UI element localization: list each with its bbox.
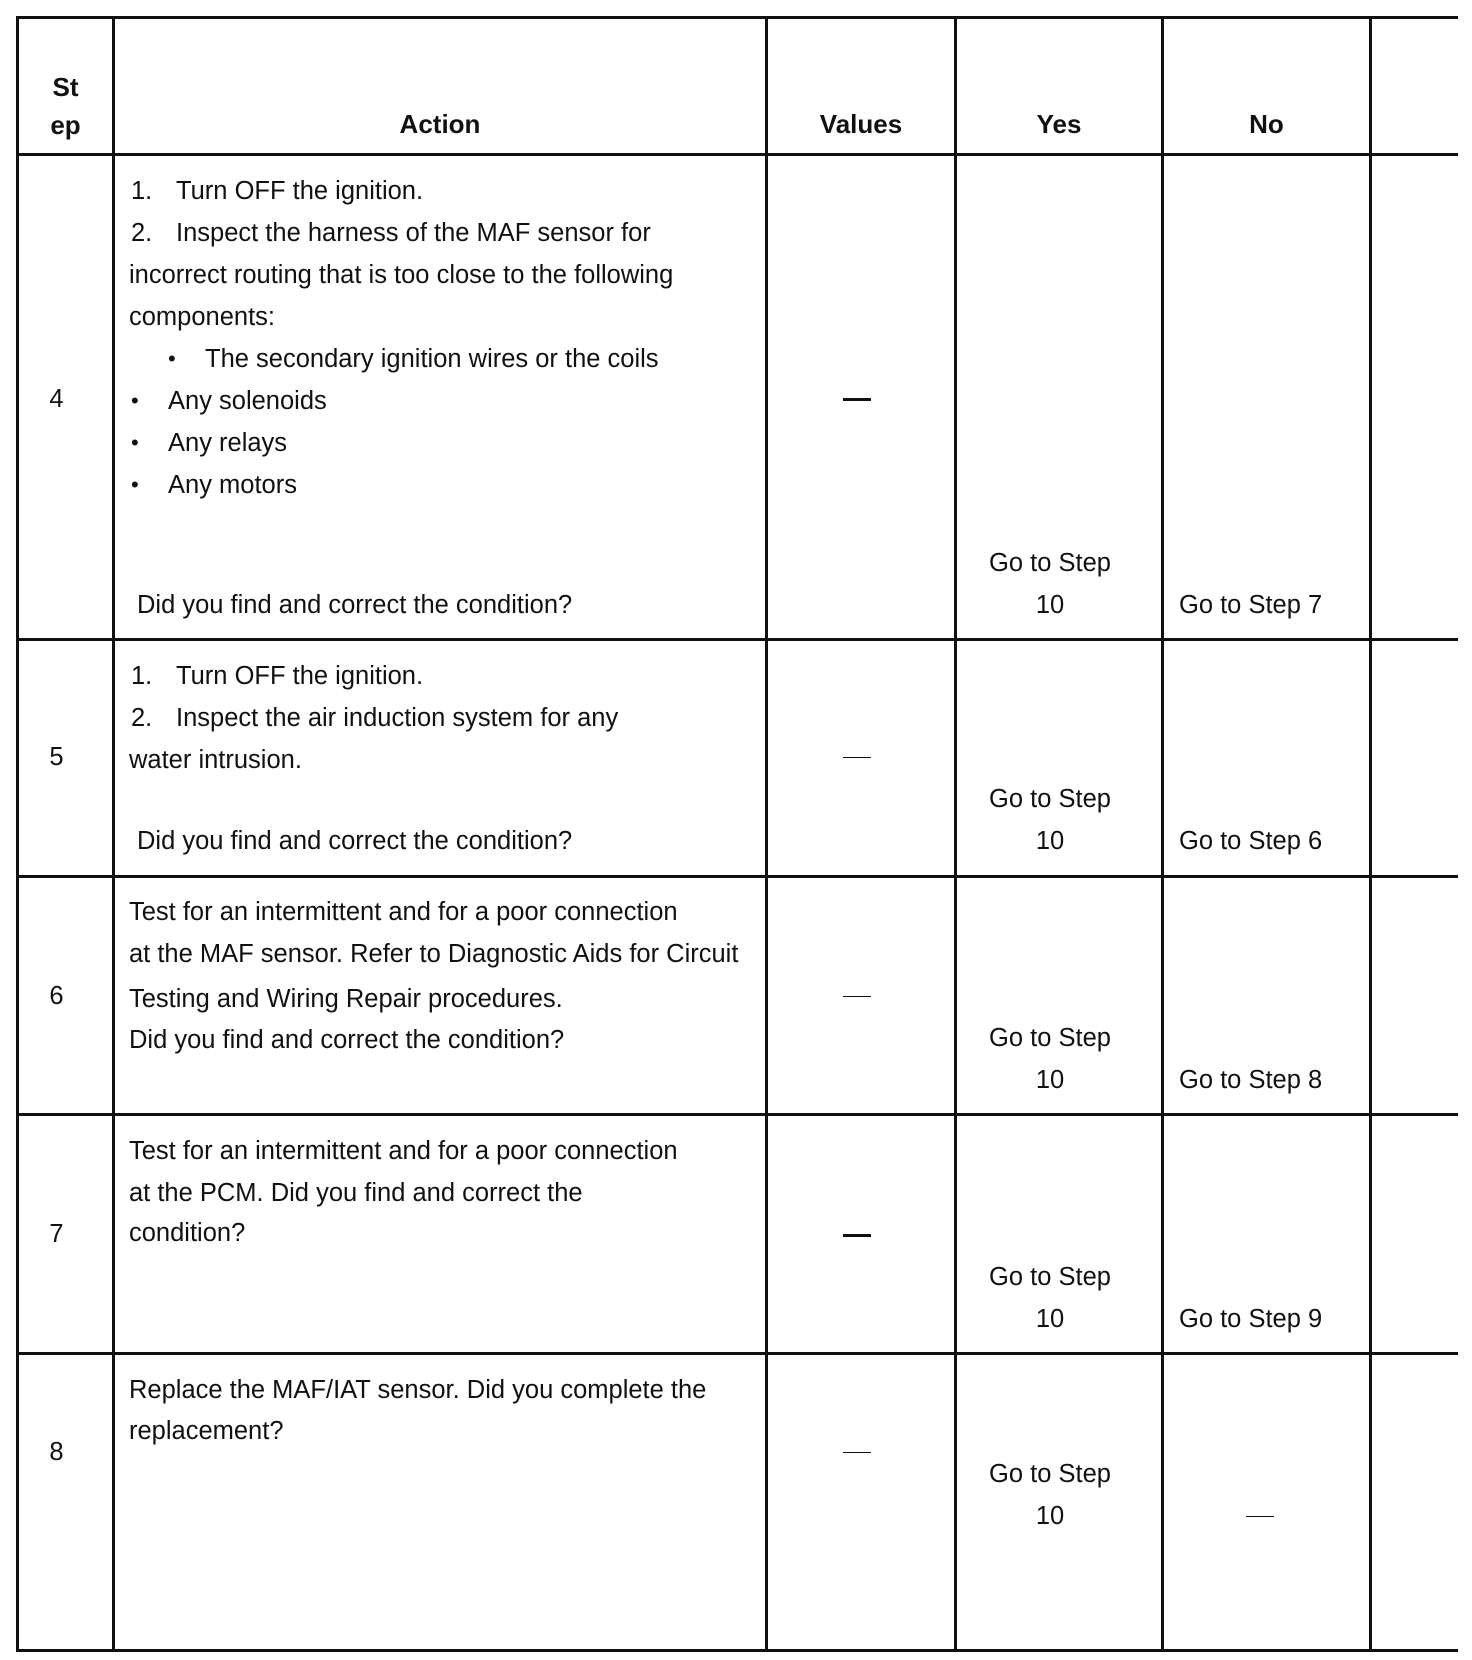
- header-step-line2: ep: [50, 110, 81, 140]
- header-step-line1: St: [52, 72, 79, 102]
- table-border-top: [16, 16, 1458, 19]
- table-border-right: [1369, 16, 1372, 1652]
- no-target: Go to Step 7: [1179, 591, 1323, 619]
- yes-target: Go to Step: [989, 549, 1111, 577]
- action-text-line: Testing and Wiring Repair procedures.: [129, 985, 563, 1013]
- header-yes: Yes: [1036, 109, 1082, 139]
- values-dash-mark: [843, 398, 871, 401]
- column-separator: [1161, 16, 1164, 1652]
- action-text-line: Test for an intermittent and for a poor connection: [129, 1137, 678, 1165]
- action-question: Did you find and correct the condition?: [129, 1026, 565, 1054]
- step-number: 6: [49, 982, 64, 1010]
- no-target: Go to Step 9: [1179, 1305, 1323, 1333]
- action-question: condition?: [129, 1219, 246, 1247]
- yes-target: Go to Step: [989, 785, 1111, 813]
- step-number: 5: [49, 743, 64, 771]
- action-question: replacement?: [129, 1417, 284, 1445]
- header-action: Action: [399, 109, 481, 139]
- row-separator: [16, 638, 1458, 641]
- action-bullet-item: Any motors: [168, 471, 297, 499]
- action-item-number: 1.: [131, 662, 153, 690]
- step-number: 4: [49, 385, 64, 413]
- bullet-icon: •: [131, 472, 139, 497]
- header-no: No: [1249, 109, 1284, 139]
- step-number: 8: [49, 1438, 64, 1466]
- bullet-icon: •: [131, 430, 139, 455]
- yes-target-step: 10: [1035, 1305, 1065, 1333]
- header-values: Values: [819, 109, 903, 139]
- values-dash-mark: [843, 996, 871, 997]
- yes-target-step: 10: [1035, 1502, 1065, 1530]
- action-item-text: Turn OFF the ignition.: [176, 177, 424, 205]
- step-number: 7: [49, 1220, 64, 1248]
- yes-target: Go to Step: [989, 1460, 1111, 1488]
- action-item-number: 2.: [131, 704, 153, 732]
- action-bullet-item: Any solenoids: [168, 387, 327, 415]
- yes-target-step: 10: [1035, 591, 1065, 619]
- column-separator: [765, 16, 768, 1652]
- action-item-number: 2.: [131, 219, 153, 247]
- action-bullet-item: The secondary ignition wires or the coils: [205, 345, 659, 373]
- action-text-line: at the PCM. Did you find and correct the: [129, 1179, 583, 1207]
- row-separator: [16, 1113, 1458, 1116]
- bullet-icon: •: [168, 346, 176, 371]
- table-border-left: [16, 16, 19, 1652]
- action-item-text: Inspect the harness of the MAF sensor for: [176, 219, 651, 247]
- row-separator: [16, 875, 1458, 878]
- yes-target: Go to Step: [989, 1024, 1111, 1052]
- header-separator: [16, 153, 1458, 156]
- action-item-text: Turn OFF the ignition.: [176, 662, 424, 690]
- no-target: Go to Step 6: [1179, 827, 1323, 855]
- bullet-icon: •: [131, 388, 139, 413]
- column-separator: [112, 16, 115, 1652]
- action-bullet-item: Any relays: [168, 429, 288, 457]
- action-text-line: Replace the MAF/IAT sensor. Did you complete the: [129, 1376, 707, 1404]
- no-dash-mark: [1246, 1516, 1274, 1517]
- action-text-line: at the MAF sensor. Refer to Diagnostic Aids for Circuit: [129, 940, 739, 968]
- action-text-line: incorrect routing that is too close to the following: [129, 261, 674, 289]
- yes-target: Go to Step: [989, 1263, 1111, 1291]
- action-text-line: components:: [129, 303, 276, 331]
- row-separator: [16, 1352, 1458, 1355]
- action-text-line: Test for an intermittent and for a poor connection: [129, 898, 678, 926]
- no-target: Go to Step 8: [1179, 1066, 1323, 1094]
- table-border-bottom: [16, 1649, 1458, 1652]
- action-question: Did you find and correct the condition?: [137, 591, 573, 619]
- values-dash-mark: [843, 757, 871, 758]
- action-text-line: water intrusion.: [129, 746, 302, 774]
- action-question: Did you find and correct the condition?: [137, 827, 573, 855]
- action-item-number: 1.: [131, 177, 153, 205]
- values-dash-mark: [843, 1234, 871, 1237]
- yes-target-step: 10: [1035, 827, 1065, 855]
- yes-target-step: 10: [1035, 1066, 1065, 1094]
- action-item-text: Inspect the air induction system for any: [176, 704, 619, 732]
- values-dash-mark: [843, 1452, 871, 1453]
